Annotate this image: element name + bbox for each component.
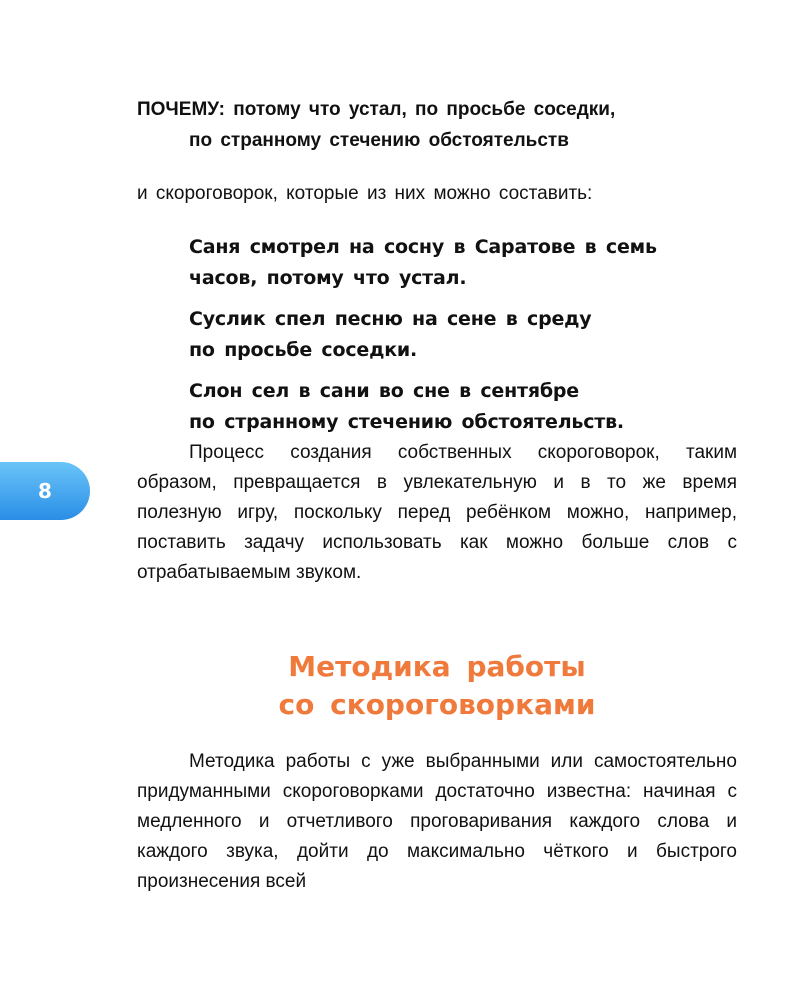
paragraph-method: Методика работы с уже выбранными или самостоятельно придуманными скороговорками достаточно известна: начиная с медленного и отчетливого проговаривания каждого слова и каждого звука, дойти до максимально чёткого и быстрого произнесения всей	[137, 751, 737, 892]
tongue-twister	[189, 376, 729, 438]
twister-line: часов, потому что устал.	[189, 267, 467, 289]
twister-line: Слон сел в сани во сне в сентябре	[189, 380, 579, 402]
page-number-badge	[0, 462, 90, 520]
twister-line: Суслик спел песню на сене в среду	[189, 308, 592, 330]
section-heading-line-2: со скороговорками	[278, 688, 596, 721]
why-line-2: по странному стечению обстоятельств	[189, 130, 569, 151]
section-heading	[137, 648, 737, 724]
intro-line: и скороговорок, которые из них можно составить:	[137, 183, 593, 204]
twister-line: по просьбе соседки.	[189, 339, 418, 361]
twister-line: Саня смотрел на сосну в Саратове в семь	[189, 236, 657, 258]
why-label: ПОЧЕМУ:	[137, 99, 225, 120]
why-line-1: потому что устал, по просьбе соседки,	[233, 99, 616, 120]
tongue-twister	[189, 232, 729, 294]
twister-line: по странному стечению обстоятельств.	[189, 411, 624, 433]
page-number: 8	[38, 479, 52, 503]
why-block	[137, 94, 737, 156]
section-heading-line-1: Методика работы	[288, 650, 586, 683]
tongue-twister	[189, 304, 729, 366]
tongue-twister-list	[189, 232, 729, 448]
paragraph-process: Процесс создания собственных скороговорок, таким образом, превращается в увлекательную и в то же время полезную игру, поскольку перед ребёнком можно, например, поставить задачу использовать как можно больше слов с отрабатываемым звуком.	[137, 442, 737, 583]
